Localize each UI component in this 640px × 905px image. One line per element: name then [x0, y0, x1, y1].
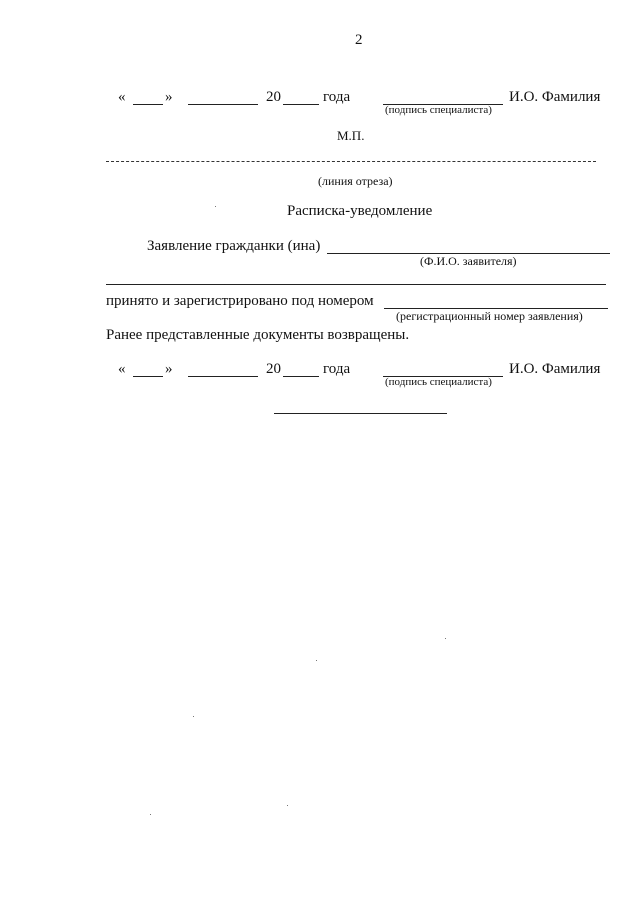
stamp-mark: М.П.	[337, 128, 365, 143]
year-word: года	[323, 361, 351, 377]
registered-label: принято и зарегистрировано под номером	[106, 293, 374, 309]
year-blank	[283, 375, 319, 377]
scan-speck	[445, 638, 446, 639]
scan-speck	[287, 805, 288, 806]
day-blank	[133, 375, 163, 377]
cut-line	[106, 161, 596, 162]
scan-speck	[215, 206, 216, 207]
year-prefix: 20	[266, 89, 281, 105]
application-label: Заявление гражданки (ина)	[147, 238, 321, 254]
signer-name: И.О. Фамилия	[509, 89, 601, 105]
date-open-quote: «	[118, 361, 126, 377]
month-blank	[188, 103, 258, 105]
closing-separator	[274, 412, 447, 414]
scan-speck	[193, 716, 194, 717]
date-open-quote: «	[118, 89, 126, 105]
cut-line-caption: (линия отреза)	[318, 174, 393, 188]
reg-number-caption: (регистрационный номер заявления)	[396, 309, 583, 323]
day-blank	[133, 103, 163, 105]
applicant-caption: (Ф.И.О. заявителя)	[420, 254, 517, 268]
month-blank	[188, 375, 258, 377]
signature-caption: (подпись специалиста)	[385, 104, 492, 116]
documents-returned-text: Ранее представленные документы возвращены.	[106, 327, 410, 343]
year-prefix: 20	[266, 361, 281, 377]
date-close-quote: »	[165, 361, 173, 377]
year-blank	[283, 103, 319, 105]
page-number: 2	[355, 32, 363, 48]
signer-name: И.О. Фамилия	[509, 361, 601, 377]
scan-speck	[150, 814, 151, 815]
signature-caption: (подпись специалиста)	[385, 376, 492, 388]
receipt-title: Расписка-уведомление	[287, 203, 433, 219]
date-close-quote: »	[165, 89, 173, 105]
year-word: года	[323, 89, 351, 105]
applicant-continuation-blank	[106, 283, 606, 285]
scan-speck	[316, 660, 317, 661]
